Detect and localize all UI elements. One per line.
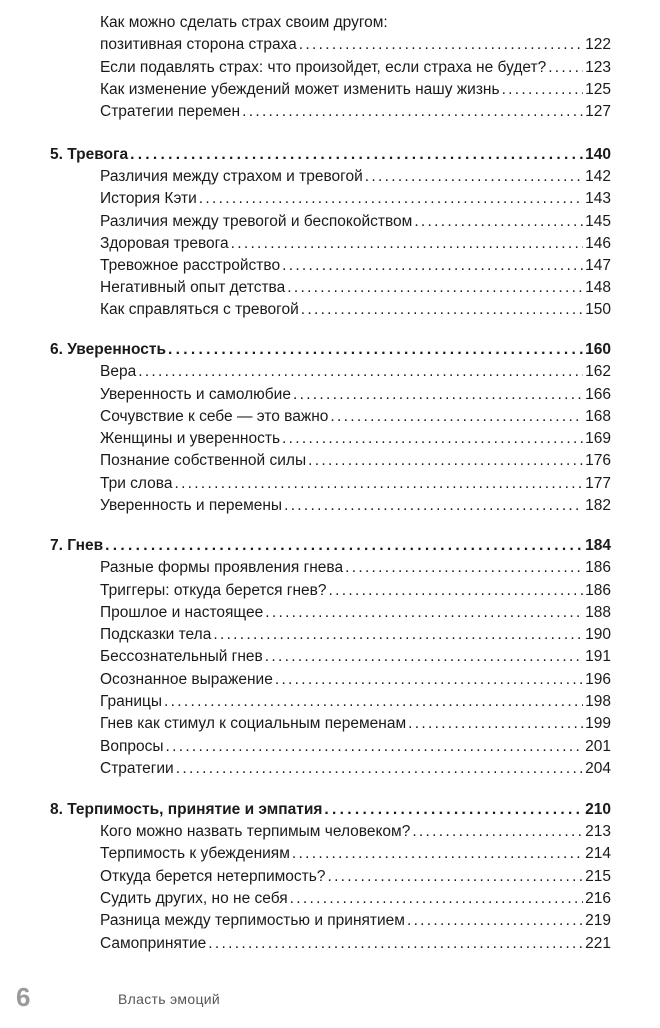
toc-page-number: 210 [585,801,611,818]
toc-entry-title: Здоровая тревога [100,235,229,252]
dot-leader [282,255,583,277]
toc-entry [100,669,611,691]
toc-entry [100,888,611,910]
toc-page-number: 188 [585,604,611,621]
dot-leader [407,910,583,932]
footer-page-number: 6 [16,982,31,1012]
toc-entry [100,34,611,56]
toc-entry [100,188,611,210]
dot-leader [324,799,583,821]
dot-leader [290,888,583,910]
toc-page-number: 216 [585,890,611,907]
toc-chapter-title: 6. Уверенность [50,341,167,358]
toc-entry [100,821,611,843]
toc-entry-title: Уверенность и перемены [100,497,283,514]
toc-entry-title: Как справляться с тревогой [100,301,299,318]
toc-chapter-entry [50,535,611,557]
toc-chapter-entry [50,144,611,166]
toc-entry-title: Самопринятие [100,935,207,952]
dot-leader [408,713,583,735]
dot-leader [308,450,583,472]
toc-chapter-entry [50,799,611,821]
toc-entry-title: Сочувствие к себе — это важно [100,408,329,425]
toc-entry [100,736,611,758]
toc-entry [100,299,611,321]
toc-entry-title: Различия между страхом и тревогой [100,168,363,185]
dot-leader [327,866,583,888]
dot-leader [176,758,583,780]
toc-entry-title: Осознанное выражение [100,671,273,688]
toc-entry [100,428,611,450]
toc-page-number: 125 [585,81,611,98]
toc-page-number: 146 [585,235,611,252]
toc-page-number: 166 [585,386,611,403]
dot-leader [265,646,583,668]
toc-entry-title: Женщины и уверенность [100,430,281,447]
dot-leader [412,821,583,843]
toc-page-number: 198 [585,693,611,710]
toc-page-number: 143 [585,190,611,207]
dot-leader [105,535,583,557]
toc-page-number: 182 [585,497,611,514]
toc-entry-title: Познание собственной силы [100,452,307,469]
toc-entry [100,233,611,255]
toc-page-number: 201 [585,738,611,755]
toc-entry [100,495,611,517]
toc-page-number: 142 [585,168,611,185]
dot-leader [548,57,583,79]
toc-entry-title: Стратегии [100,760,174,777]
toc-page-number: 122 [585,36,611,53]
dot-leader [275,669,583,691]
toc-page-number: 186 [585,559,611,576]
toc-entry [100,384,611,406]
dot-leader [174,473,583,495]
toc-page-number: 145 [585,213,611,230]
dot-leader [414,211,583,233]
dot-leader [231,233,584,255]
toc-entry-title: Терпимость к убеждениям [100,845,290,862]
dot-leader [130,144,583,166]
toc-entry [100,166,611,188]
toc-entry [100,12,611,34]
toc-page-number: 196 [585,671,611,688]
toc-entry [100,910,611,932]
toc-entry [100,646,611,668]
toc-page-number: 123 [585,59,611,76]
dot-leader [330,406,583,428]
toc-page-number: 168 [585,408,611,425]
toc-entry [100,602,611,624]
footer-book-title: Власть эмоций [118,991,221,1007]
toc-entry [100,933,611,955]
toc-page-number: 176 [585,452,611,469]
toc-entry [100,101,611,123]
toc-entry-title: Гнев как стимул к социальным переменам [100,715,407,732]
toc-page-number: 204 [585,760,611,777]
toc-entry-title: Уверенность и самолюбие [100,386,291,403]
toc-entry [100,691,611,713]
toc-page-number: 162 [585,363,611,380]
toc-page-number: 184 [585,537,611,554]
dot-leader [282,428,583,450]
toc-entry-title: Триггеры: откуда берется гнев? [100,582,327,599]
toc-page-number: 177 [585,475,611,492]
toc-page-number: 140 [585,146,611,163]
toc-entry-title: Три слова [100,475,173,492]
toc-page-number: 150 [585,301,611,318]
toc-entry [100,580,611,602]
toc-entry-title: позитивная сторона страха [100,36,297,53]
dot-leader [242,101,583,123]
toc-entry [100,277,611,299]
dot-leader [213,624,583,646]
toc-page-number: 127 [585,103,611,120]
toc-page-number: 147 [585,257,611,274]
dot-leader [502,79,584,101]
toc-page-number: 219 [585,912,611,929]
dot-leader [345,557,583,579]
toc-entry [100,758,611,780]
dot-leader [287,277,583,299]
dot-leader [292,843,583,865]
dot-leader [138,361,583,383]
toc-entry-title: Разные формы проявления гнева [100,559,344,576]
toc-chapter-entry [50,339,611,361]
toc-entry-title: Если подавлять страх: что произойдет, если страха не будет? [100,59,547,76]
toc-page-number: 191 [585,648,611,665]
toc-entry-title: Кого можно назвать терпимым человеком? [100,823,411,840]
toc-chapter-title: 7. Гнев [50,537,104,554]
dot-leader [265,602,583,624]
toc-entry-title: Негативный опыт детства [100,279,286,296]
toc-page-number: 215 [585,868,611,885]
toc-entry [100,406,611,428]
toc-page-number: 213 [585,823,611,840]
toc-entry-title: Разница между терпимостью и принятием [100,912,405,929]
toc-entry [100,79,611,101]
toc-entry-title: Стратегии перемен [100,103,241,120]
toc-page-number: 199 [585,715,611,732]
toc-entry [100,361,611,383]
dot-leader [165,736,583,758]
toc-entry-title: Подсказки тела [100,626,212,643]
dot-leader [199,188,583,210]
toc-entry-title: Судить других, но не себя [100,890,288,907]
toc-entry-title: Прошлое и настоящее [100,604,264,621]
dot-leader [284,495,583,517]
toc-page-number: 221 [585,935,611,952]
toc-entry [100,255,611,277]
toc-page-number: 148 [585,279,611,296]
toc-entry [100,557,611,579]
toc-chapter-title: 8. Терпимость, принятие и эмпатия [50,801,323,818]
toc-entry [100,843,611,865]
toc-entry-title: Как изменение убеждений может изменить нашу жизнь [100,81,500,98]
dot-leader [301,299,583,321]
toc-entry-title: Вера [100,363,137,380]
toc-entry-title: История Кэти [100,190,197,207]
toc-entry-title: Вопросы [100,738,164,755]
dot-leader [168,339,583,361]
dot-leader [329,580,584,602]
toc-page-number: 190 [585,626,611,643]
toc-entry [100,624,611,646]
toc-entry-title: Тревожное расстройство [100,257,281,274]
toc-entry [100,866,611,888]
dot-leader [365,166,583,188]
toc-entry-title: Откуда берется нетерпимость? [100,868,326,885]
toc-page-number: 160 [585,341,611,358]
dot-leader [299,34,583,56]
toc-entry [100,450,611,472]
toc-entry-title: Различия между тревогой и беспокойством [100,213,413,230]
toc-entry [100,211,611,233]
toc-page-number: 186 [585,582,611,599]
toc-entry-title: Бессознательный гнев [100,648,263,665]
toc-entry-title: Как можно сделать страх своим другом: [100,14,388,31]
dot-leader [293,384,583,406]
toc-page-number: 169 [585,430,611,447]
toc-entry [100,57,611,79]
dot-leader [208,933,583,955]
toc-entry-title: Границы [100,693,162,710]
toc-entry [100,473,611,495]
dot-leader [164,691,583,713]
toc-page-number: 214 [585,845,611,862]
toc-entry [100,713,611,735]
toc-chapter-title: 5. Тревога [50,146,129,163]
